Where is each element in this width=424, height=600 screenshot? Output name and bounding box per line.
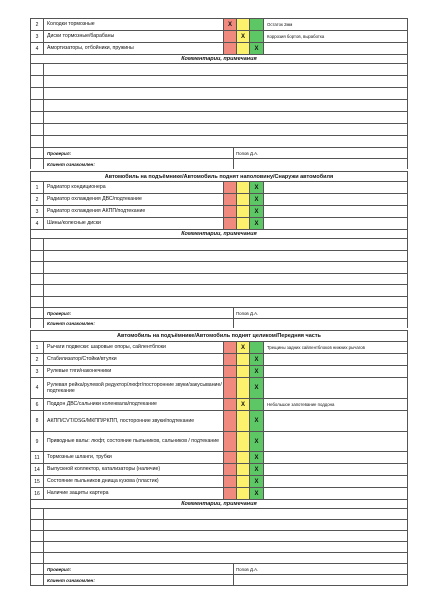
signature-gutter xyxy=(30,159,44,169)
comment-line xyxy=(30,111,408,123)
status-red-cell[interactable] xyxy=(224,31,237,42)
status-yellow-cell[interactable] xyxy=(237,476,250,487)
item-number: 2 xyxy=(30,354,44,365)
signature-row xyxy=(30,574,408,585)
comment-field[interactable] xyxy=(44,124,408,135)
comment-field[interactable] xyxy=(44,531,408,541)
status-green-cell[interactable] xyxy=(250,476,264,487)
item-number: 3 xyxy=(30,31,44,42)
checklist-row xyxy=(30,353,408,365)
status-yellow-cell[interactable] xyxy=(237,43,250,54)
item-number: 15 xyxy=(30,476,44,487)
checklist-row xyxy=(30,205,408,217)
checklist-row xyxy=(30,410,408,431)
item-name: Колодки тормозные xyxy=(44,19,224,30)
status-red-cell[interactable] xyxy=(224,488,237,499)
item-note xyxy=(264,464,408,475)
signature-label: Проверил: xyxy=(44,564,234,574)
comment-line xyxy=(30,296,408,308)
comment-line xyxy=(30,250,408,262)
item-name: Рулевые тяги/наконечники xyxy=(44,366,224,377)
comment-gutter xyxy=(30,553,44,563)
comment-gutter xyxy=(30,297,44,308)
item-note: Небольшое запотевание поддона xyxy=(264,399,408,410)
item-name: Состояние пыльников днища кузова (пластик) xyxy=(44,476,224,487)
signature-value[interactable]: Попов Д.А. xyxy=(234,148,408,158)
status-yellow-cell[interactable] xyxy=(237,19,250,30)
status-red-cell[interactable] xyxy=(224,194,237,205)
status-yellow-cell[interactable] xyxy=(237,464,250,475)
comment-field[interactable] xyxy=(44,251,408,262)
status-mark: X xyxy=(254,184,259,191)
comment-gutter xyxy=(30,285,44,296)
item-number: 16 xyxy=(30,488,44,499)
item-name: Диски тормозные/барабаны xyxy=(44,31,224,42)
status-mark: X xyxy=(240,344,245,351)
signature-gutter xyxy=(30,575,44,585)
item-note xyxy=(264,476,408,487)
item-note xyxy=(264,452,408,463)
item-name: Шины/колесные диски xyxy=(44,218,224,229)
comment-field[interactable] xyxy=(44,542,408,552)
item-note xyxy=(264,43,408,54)
status-green-cell[interactable] xyxy=(250,452,264,463)
status-green-cell[interactable] xyxy=(250,432,264,451)
comment-gutter xyxy=(30,251,44,262)
comment-gutter xyxy=(30,64,44,75)
status-red-cell[interactable] xyxy=(224,476,237,487)
status-mark: X xyxy=(254,466,259,473)
comment-field[interactable] xyxy=(44,64,408,75)
comment-gutter xyxy=(30,531,44,541)
signature-gutter xyxy=(30,319,44,328)
checklist-row xyxy=(30,30,408,42)
status-red-cell[interactable] xyxy=(224,218,237,229)
status-yellow-cell[interactable] xyxy=(237,354,250,365)
status-red-cell[interactable] xyxy=(224,366,237,377)
item-number: 3 xyxy=(30,366,44,377)
status-yellow-cell[interactable] xyxy=(237,182,250,193)
item-note xyxy=(264,206,408,217)
comment-line xyxy=(30,99,408,111)
status-green-cell[interactable] xyxy=(250,342,264,353)
section-title-text: Автомобиль на подъёмнике/Автомобиль поднят наполовину/Снаружи автомобиля xyxy=(30,172,408,181)
comment-line xyxy=(30,135,408,147)
item-number: 4 xyxy=(30,43,44,54)
comment-line xyxy=(30,63,408,75)
item-name: Рычаги подвески: шаровые опоры, сайлентблоки xyxy=(44,342,224,353)
checklist-row xyxy=(30,18,408,30)
status-mark: X xyxy=(254,490,259,497)
comment-gutter xyxy=(30,239,44,250)
status-green-cell[interactable] xyxy=(250,378,264,398)
item-note: Коррозия бортов, выработка xyxy=(264,31,408,42)
status-mark: X xyxy=(254,208,259,215)
status-red-cell[interactable] xyxy=(224,43,237,54)
comment-line xyxy=(30,284,408,296)
status-mark: X xyxy=(254,478,259,485)
status-red-cell[interactable] xyxy=(224,182,237,193)
status-yellow-cell[interactable] xyxy=(237,31,250,42)
status-mark: X xyxy=(254,385,259,391)
status-green-cell[interactable] xyxy=(250,218,264,229)
checklist-row xyxy=(30,475,408,487)
comment-line xyxy=(30,519,408,530)
status-yellow-cell[interactable] xyxy=(237,378,250,398)
item-name: Радиатор кондиционера xyxy=(44,182,224,193)
status-green-cell[interactable] xyxy=(250,206,264,217)
checklist-row xyxy=(30,451,408,463)
signature-row xyxy=(30,307,408,318)
status-mark: X xyxy=(240,401,245,408)
signature-row xyxy=(30,147,408,158)
section-title xyxy=(30,330,408,341)
status-mark: X xyxy=(254,368,259,375)
checklist-row xyxy=(30,365,408,377)
signature-label: Клиент ознакомлен: xyxy=(44,575,234,585)
checklist-row xyxy=(30,193,408,205)
signature-value[interactable]: Попов Д.А. xyxy=(234,564,408,574)
status-yellow-cell[interactable] xyxy=(237,452,250,463)
comment-line xyxy=(30,273,408,285)
item-number: 1 xyxy=(30,182,44,193)
comment-field[interactable] xyxy=(44,136,408,147)
section-title-text: Автомобиль на подъёмнике/Автомобиль поднят целиком/Передняя часть xyxy=(30,331,408,341)
signature-row xyxy=(30,158,408,169)
status-mark: X xyxy=(254,454,259,461)
status-green-cell[interactable] xyxy=(250,399,264,410)
status-red-cell[interactable] xyxy=(224,342,237,353)
status-red-cell[interactable] xyxy=(224,432,237,451)
signature-value[interactable] xyxy=(234,319,408,328)
status-yellow-cell[interactable] xyxy=(237,218,250,229)
comment-field[interactable] xyxy=(44,76,408,87)
signature-label: Проверил: xyxy=(44,308,234,318)
comment-field[interactable] xyxy=(44,239,408,250)
status-green-cell[interactable] xyxy=(250,354,264,365)
item-note xyxy=(264,378,408,398)
item-number: 1 xyxy=(30,342,44,353)
status-mark: X xyxy=(254,356,259,363)
item-note xyxy=(264,218,408,229)
comment-field[interactable] xyxy=(44,285,408,296)
status-yellow-cell[interactable] xyxy=(237,488,250,499)
comment-line xyxy=(30,75,408,87)
checklist-row xyxy=(30,487,408,499)
status-yellow-cell[interactable] xyxy=(237,366,250,377)
status-red-cell[interactable] xyxy=(224,378,237,398)
status-mark: X xyxy=(254,438,259,445)
checklist-row xyxy=(30,181,408,193)
table-bottom-border xyxy=(30,585,408,586)
item-number: 3 xyxy=(30,206,44,217)
status-red-cell[interactable] xyxy=(224,354,237,365)
comment-line xyxy=(30,123,408,135)
comment-gutter xyxy=(30,262,44,273)
status-yellow-cell[interactable] xyxy=(237,411,250,431)
item-name: Тормозные шланги, трубки xyxy=(44,452,224,463)
item-note: Остаток 2мм xyxy=(264,19,408,30)
status-green-cell[interactable] xyxy=(250,411,264,431)
comment-gutter xyxy=(30,136,44,147)
comments-title xyxy=(30,54,408,63)
status-green-cell[interactable] xyxy=(250,488,264,499)
comment-line xyxy=(30,530,408,541)
comment-field[interactable] xyxy=(44,112,408,123)
status-yellow-cell[interactable] xyxy=(237,206,250,217)
comment-gutter xyxy=(30,274,44,285)
checklist-row xyxy=(30,341,408,353)
status-green-cell[interactable] xyxy=(250,43,264,54)
item-note xyxy=(264,354,408,365)
item-note xyxy=(264,182,408,193)
status-green-cell[interactable] xyxy=(250,464,264,475)
checklist-row xyxy=(30,431,408,451)
signature-gutter xyxy=(30,308,44,318)
item-number: 11 xyxy=(30,452,44,463)
signature-label: Клиент ознакомлен: xyxy=(44,159,234,169)
item-number: 14 xyxy=(30,464,44,475)
comment-gutter xyxy=(30,76,44,87)
comment-line xyxy=(30,87,408,99)
comments-title-text: Комментарии, примечания xyxy=(30,55,408,63)
item-number: 2 xyxy=(30,19,44,30)
comment-gutter xyxy=(30,542,44,552)
status-mark: X xyxy=(227,21,232,28)
status-yellow-cell[interactable] xyxy=(237,432,250,451)
status-green-cell[interactable] xyxy=(250,31,264,42)
item-name: Радиатор охлаждения ДВС/подтекание xyxy=(44,194,224,205)
checklist-row xyxy=(30,42,408,54)
signature-label: Проверил: xyxy=(44,148,234,158)
item-number: 4 xyxy=(30,378,44,398)
signature-row xyxy=(30,318,408,328)
comments-title-text: Комментарии, примечания xyxy=(30,500,408,508)
item-name: Стабилизатор/Стойки/втулки xyxy=(44,354,224,365)
comments-title-text: Комментарии, примечания xyxy=(30,230,408,238)
item-name: АКПП/CVT/DSG/МКПП/РКПП, посторонние звуки/подтекание xyxy=(44,411,224,431)
item-note xyxy=(264,488,408,499)
comment-field[interactable] xyxy=(44,262,408,273)
item-number: 6 xyxy=(30,399,44,410)
item-name: Приводные валы: люфт, состояние пыльников, сальников / подтекание xyxy=(44,432,224,451)
comment-field[interactable] xyxy=(44,88,408,99)
item-note xyxy=(264,194,408,205)
comment-field[interactable] xyxy=(44,553,408,563)
comment-field[interactable] xyxy=(44,100,408,111)
comments-title xyxy=(30,229,408,238)
item-name: Наличие защиты картера xyxy=(44,488,224,499)
status-yellow-cell[interactable] xyxy=(237,342,250,353)
signature-value[interactable]: Попов Д.А. xyxy=(234,308,408,318)
status-red-cell[interactable] xyxy=(224,411,237,431)
comment-gutter xyxy=(30,88,44,99)
comment-line xyxy=(30,261,408,273)
signature-gutter xyxy=(30,564,44,574)
signature-gutter xyxy=(30,148,44,158)
status-mark: X xyxy=(254,45,259,52)
status-mark: X xyxy=(254,220,259,227)
item-name: Рулевая рейка/рулевой редуктор/люфт/посторонние звуки/закусывание/подтекание xyxy=(44,378,224,398)
signature-label: Клиент ознакомлен: xyxy=(44,319,234,328)
signature-value[interactable] xyxy=(234,575,408,585)
status-green-cell[interactable] xyxy=(250,366,264,377)
item-note: Трещины задних сайлентблоков нижних рычагов xyxy=(264,342,408,353)
comment-field[interactable] xyxy=(44,297,408,308)
status-green-cell[interactable] xyxy=(250,182,264,193)
status-mark: X xyxy=(254,196,259,203)
comment-field[interactable] xyxy=(44,520,408,530)
status-red-cell[interactable] xyxy=(224,206,237,217)
item-name: Радиатор охлаждения АКПП/подтекание xyxy=(44,206,224,217)
comment-line xyxy=(30,541,408,552)
comment-field[interactable] xyxy=(44,509,408,519)
signature-row xyxy=(30,563,408,574)
checklist-row xyxy=(30,217,408,229)
item-number: 9 xyxy=(30,432,44,451)
comment-line xyxy=(30,508,408,519)
status-mark: X xyxy=(254,418,259,424)
item-name: Выпускной коллектор, катализаторы (наличие) xyxy=(44,464,224,475)
item-number: 8 xyxy=(30,411,44,431)
item-note xyxy=(264,366,408,377)
comment-gutter xyxy=(30,124,44,135)
comment-field[interactable] xyxy=(44,274,408,285)
section-title xyxy=(30,171,408,181)
item-number: 4 xyxy=(30,218,44,229)
status-red-cell[interactable] xyxy=(224,399,237,410)
item-note xyxy=(264,432,408,451)
comment-gutter xyxy=(30,509,44,519)
item-note xyxy=(264,411,408,431)
comment-gutter xyxy=(30,100,44,111)
comment-gutter xyxy=(30,520,44,530)
checklist-row xyxy=(30,377,408,398)
signature-value[interactable] xyxy=(234,159,408,169)
comment-gutter xyxy=(30,112,44,123)
item-number: 2 xyxy=(30,194,44,205)
item-name: Поддон ДВС/сальники коленвала/подтекание xyxy=(44,399,224,410)
item-name: Амортизаторы, отбойники, пружины xyxy=(44,43,224,54)
comments-title xyxy=(30,499,408,508)
status-yellow-cell[interactable] xyxy=(237,399,250,410)
status-green-cell[interactable] xyxy=(250,19,264,30)
comment-line xyxy=(30,238,408,250)
status-red-cell[interactable] xyxy=(224,464,237,475)
checklist-row xyxy=(30,463,408,475)
status-mark: X xyxy=(240,33,245,40)
checklist-row xyxy=(30,398,408,410)
status-red-cell[interactable] xyxy=(224,452,237,463)
status-yellow-cell[interactable] xyxy=(237,194,250,205)
status-red-cell[interactable] xyxy=(224,19,237,30)
status-green-cell[interactable] xyxy=(250,194,264,205)
comment-line xyxy=(30,552,408,563)
